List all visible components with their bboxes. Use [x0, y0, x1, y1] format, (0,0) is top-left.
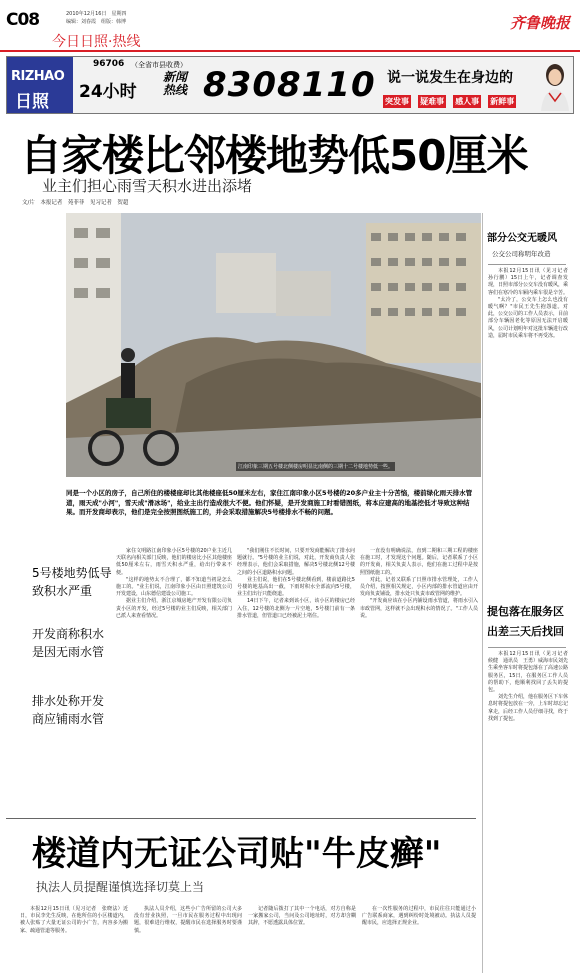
header-rule [0, 50, 580, 52]
banner-tags [383, 89, 518, 108]
subhead-developer-response: 开发商称积水是因无雨水管 [32, 627, 105, 659]
photo-caption: 江南印象三期五号楼北侧楼房明显比南侧的三期十二号楼地势低一些。 [238, 464, 394, 470]
page-number: C08 [6, 10, 40, 30]
paragraph: "这样的地势太不合理了，都不知道当初是怎么施工的。"业主们说，江南印象小区由日照建筑公司开发建设，山东德信建设公司施工。 [116, 576, 232, 598]
sidebar-rule [488, 264, 566, 265]
newspaper-name: 齐鲁晚报 [509, 14, 570, 32]
paragraph: 家住文明路江南印象小区5号楼的20户业主近几天联名向相关部门反映，他们的楼房比小区其他楼座低50厘米左右，雨雪天积水严重，给出行带来不便。 [116, 548, 232, 576]
paragraph: "太冷了，公交车上怎么也没有暖气啊？"市民王先生抱怨道。对此，公交公司的工作人员表示，目前部分车辆因老化等原因无法开启暖风，公司计划明年对这批车辆进行改造，届时市民乘车将不再受冻。 [488, 296, 569, 339]
bottom-story-rule [6, 818, 476, 819]
reporter-portrait [539, 61, 571, 111]
sidebar-headline-bus: 部分公交无暖风 [487, 233, 557, 244]
paragraph: 据业主们介绍，浙江京城房地产开发有限公司负责小区的开发，经过5号楼的业主们反映，相关部门已派人来查看情况。 [116, 598, 232, 619]
tag-fresh: 新鲜事 [490, 97, 515, 106]
paragraph: 本报12月15日讯（见习记者 候健 通讯员 王勇）威海市民刘先生乘坐客车时将提包落在了高速公路服务区，15日，在服务区工作人员的帮助下，他顺利找回了丢失的提包。 [488, 651, 574, 694]
sidebar-bus-story [488, 268, 574, 594]
paragraph: "我们刚住不长时间，只要开发商能解决了排水问题就行。"5号楼的业主们说，对此，开发商负责人张经理表示，他们会采取措施，解决5号楼北侧12号楼之间的小区道路积水问题。 [237, 548, 355, 576]
subhead-low-terrain: 5号楼地势低导致积水严重 [32, 566, 112, 598]
column-divider [482, 213, 483, 973]
paragraph: 执法人员介绍，这些小广告所留的公司大多没有营业执照，一旦市民在服务过程中出现问题，很难进行维权，提醒市民在选择服务时要谨慎。 [134, 906, 242, 934]
sms-code: 96706 [93, 59, 125, 69]
issue-meta [66, 10, 126, 26]
city-logo-cn: 日照 [15, 92, 49, 112]
sidebar-headline-bag-line2: 出差三天后找回 [487, 625, 564, 638]
bottom-column-3 [248, 906, 356, 970]
banner-slogan: 说一说发生在身边的 [387, 70, 513, 86]
sms-code-note: （全省市县收费） [131, 61, 187, 69]
hours-label: 24小时 [79, 82, 137, 102]
issue-date: 2010年12月16日 星期四 [66, 11, 127, 17]
sidebar-headline-bag [487, 602, 564, 642]
paragraph: 一直没有明确说法，直到二期和三期工程的楼座在施工时，才发现这个问题。随后，记者联系了小区的开发商，相关负责人表示，他们在施工过程中是按照图纸施工的。 [360, 548, 478, 576]
issue-editors: 编辑：刘春霞 组版：韩博 [66, 19, 127, 25]
hotline-banner [6, 56, 574, 114]
byline: 文/片 本报记者 苑菲菲 见习记者 贺超 [22, 200, 129, 206]
paragraph: 在一次性服务的过程中，市民往往只能通过小广告联系商家，遇到纠纷时处境被动。执法人员提醒市民，应选择正规企业。 [362, 906, 476, 927]
paragraph: "开发商应该在小区内铺设雨水管道，将雨水引入市政管网，这样就不会出现积水的情况了。"工作人员说。 [360, 598, 478, 619]
bottom-column-2 [134, 906, 242, 970]
subhead-drainage-office: 排水处称开发商应铺雨水管 [32, 694, 105, 726]
bottom-column-1 [20, 906, 128, 970]
story-column-1 [116, 548, 232, 813]
paragraph: 刘先生介绍，他在服务区下车休息时将提包放在一旁，上车时却忘记拿走，后经工作人员仔细寻找，终于找到了提包。 [488, 694, 569, 722]
main-subhead: 业主们担心雨雪天积水进出添堵 [42, 177, 253, 195]
paragraph: 对此，记者又联系了日照市排水管理处，工作人员介绍，按照相关规定，小区内部的排水管道应由开发商负责铺设，排水处只负责市政管网的维护。 [360, 576, 478, 598]
paragraph: 业主们说，他们在5号楼北侧看到，楼前道路比5号楼的地基高出一截，下雨时积水全部流向5号楼，业主们出行只能绕道。 [237, 576, 355, 598]
news-hotline-label [163, 71, 187, 97]
story-column-2 [237, 548, 355, 813]
sidebar-subhead-bus: 公交公司称明年改造 [492, 250, 551, 258]
paragraph: 本报12月15日讯（见习记者 孙行鹏）15日上午，记者调查发现，日照市部分公交车没有暖风，乘客们在寒冷的车厢内乘车很是辛苦。 [488, 268, 574, 296]
sidebar-headline-bag-line1: 提包落在服务区 [487, 605, 564, 618]
hotline-number: 8308110 [203, 65, 376, 105]
bottom-subhead: 执法人员提醒谨慎选择切莫上当 [36, 880, 205, 894]
sidebar-rule [488, 647, 566, 648]
tag-difficult: 疑难事 [420, 97, 445, 106]
news-label: 新闻 [163, 70, 188, 84]
bottom-column-4 [362, 906, 476, 970]
tag-emergency: 突发事 [385, 97, 409, 106]
story-column-3 [360, 548, 478, 813]
paragraph: 记者随后拨打了其中一个电话，对方自称是一家搬家公司，当问及公司地址时，对方却含糊其辞，不愿透露具体位置。 [248, 906, 356, 927]
tag-touching: 感人事 [455, 97, 480, 106]
section-title: 今日日照·热线 [52, 34, 141, 50]
city-logo-en: RIZHAO [11, 69, 65, 84]
story-intro: 同是一个小区的房子，自己所住的楼楼座却比其他楼座低50厘米左右，家住江南印象小区5号楼的20多户业主十分苦恼，楼前绿化雨天排水管道，雨天成"小河"，雪天成"滑冰场"，给业主出行造成很大不便。他们怀疑，是开发商施工时看错图纸，将本应建高的地基挖低才导致这种结果。而开发商却表示，他们是完全按照图纸施工的，并会采取措施解决5号楼排水不畅的问题。 [66, 489, 473, 516]
news-photo [66, 213, 481, 477]
paragraph: 本报12月15日讯（见习记者 张晓法）近日，市民李先生反映，在他所住的小区楼道内，被人张贴了大量无证公司的小广告，内容多为搬家、疏通管道等服务。 [20, 906, 128, 934]
main-headline: 自家楼比邻楼地势低50厘米 [20, 131, 528, 180]
hotline-label: 热线 [163, 83, 188, 97]
sidebar-bag-story [488, 651, 574, 971]
paragraph: 14日下午，记者来到该小区，该小区的楼房已经入住，12号楼的北侧为一片空地，5号楼门前有一条排水管道，但管道口已经被泥土堵住。 [237, 598, 355, 619]
city-logo [7, 57, 73, 113]
bottom-headline: 楼道内无证公司贴"牛皮癣" [32, 834, 442, 874]
